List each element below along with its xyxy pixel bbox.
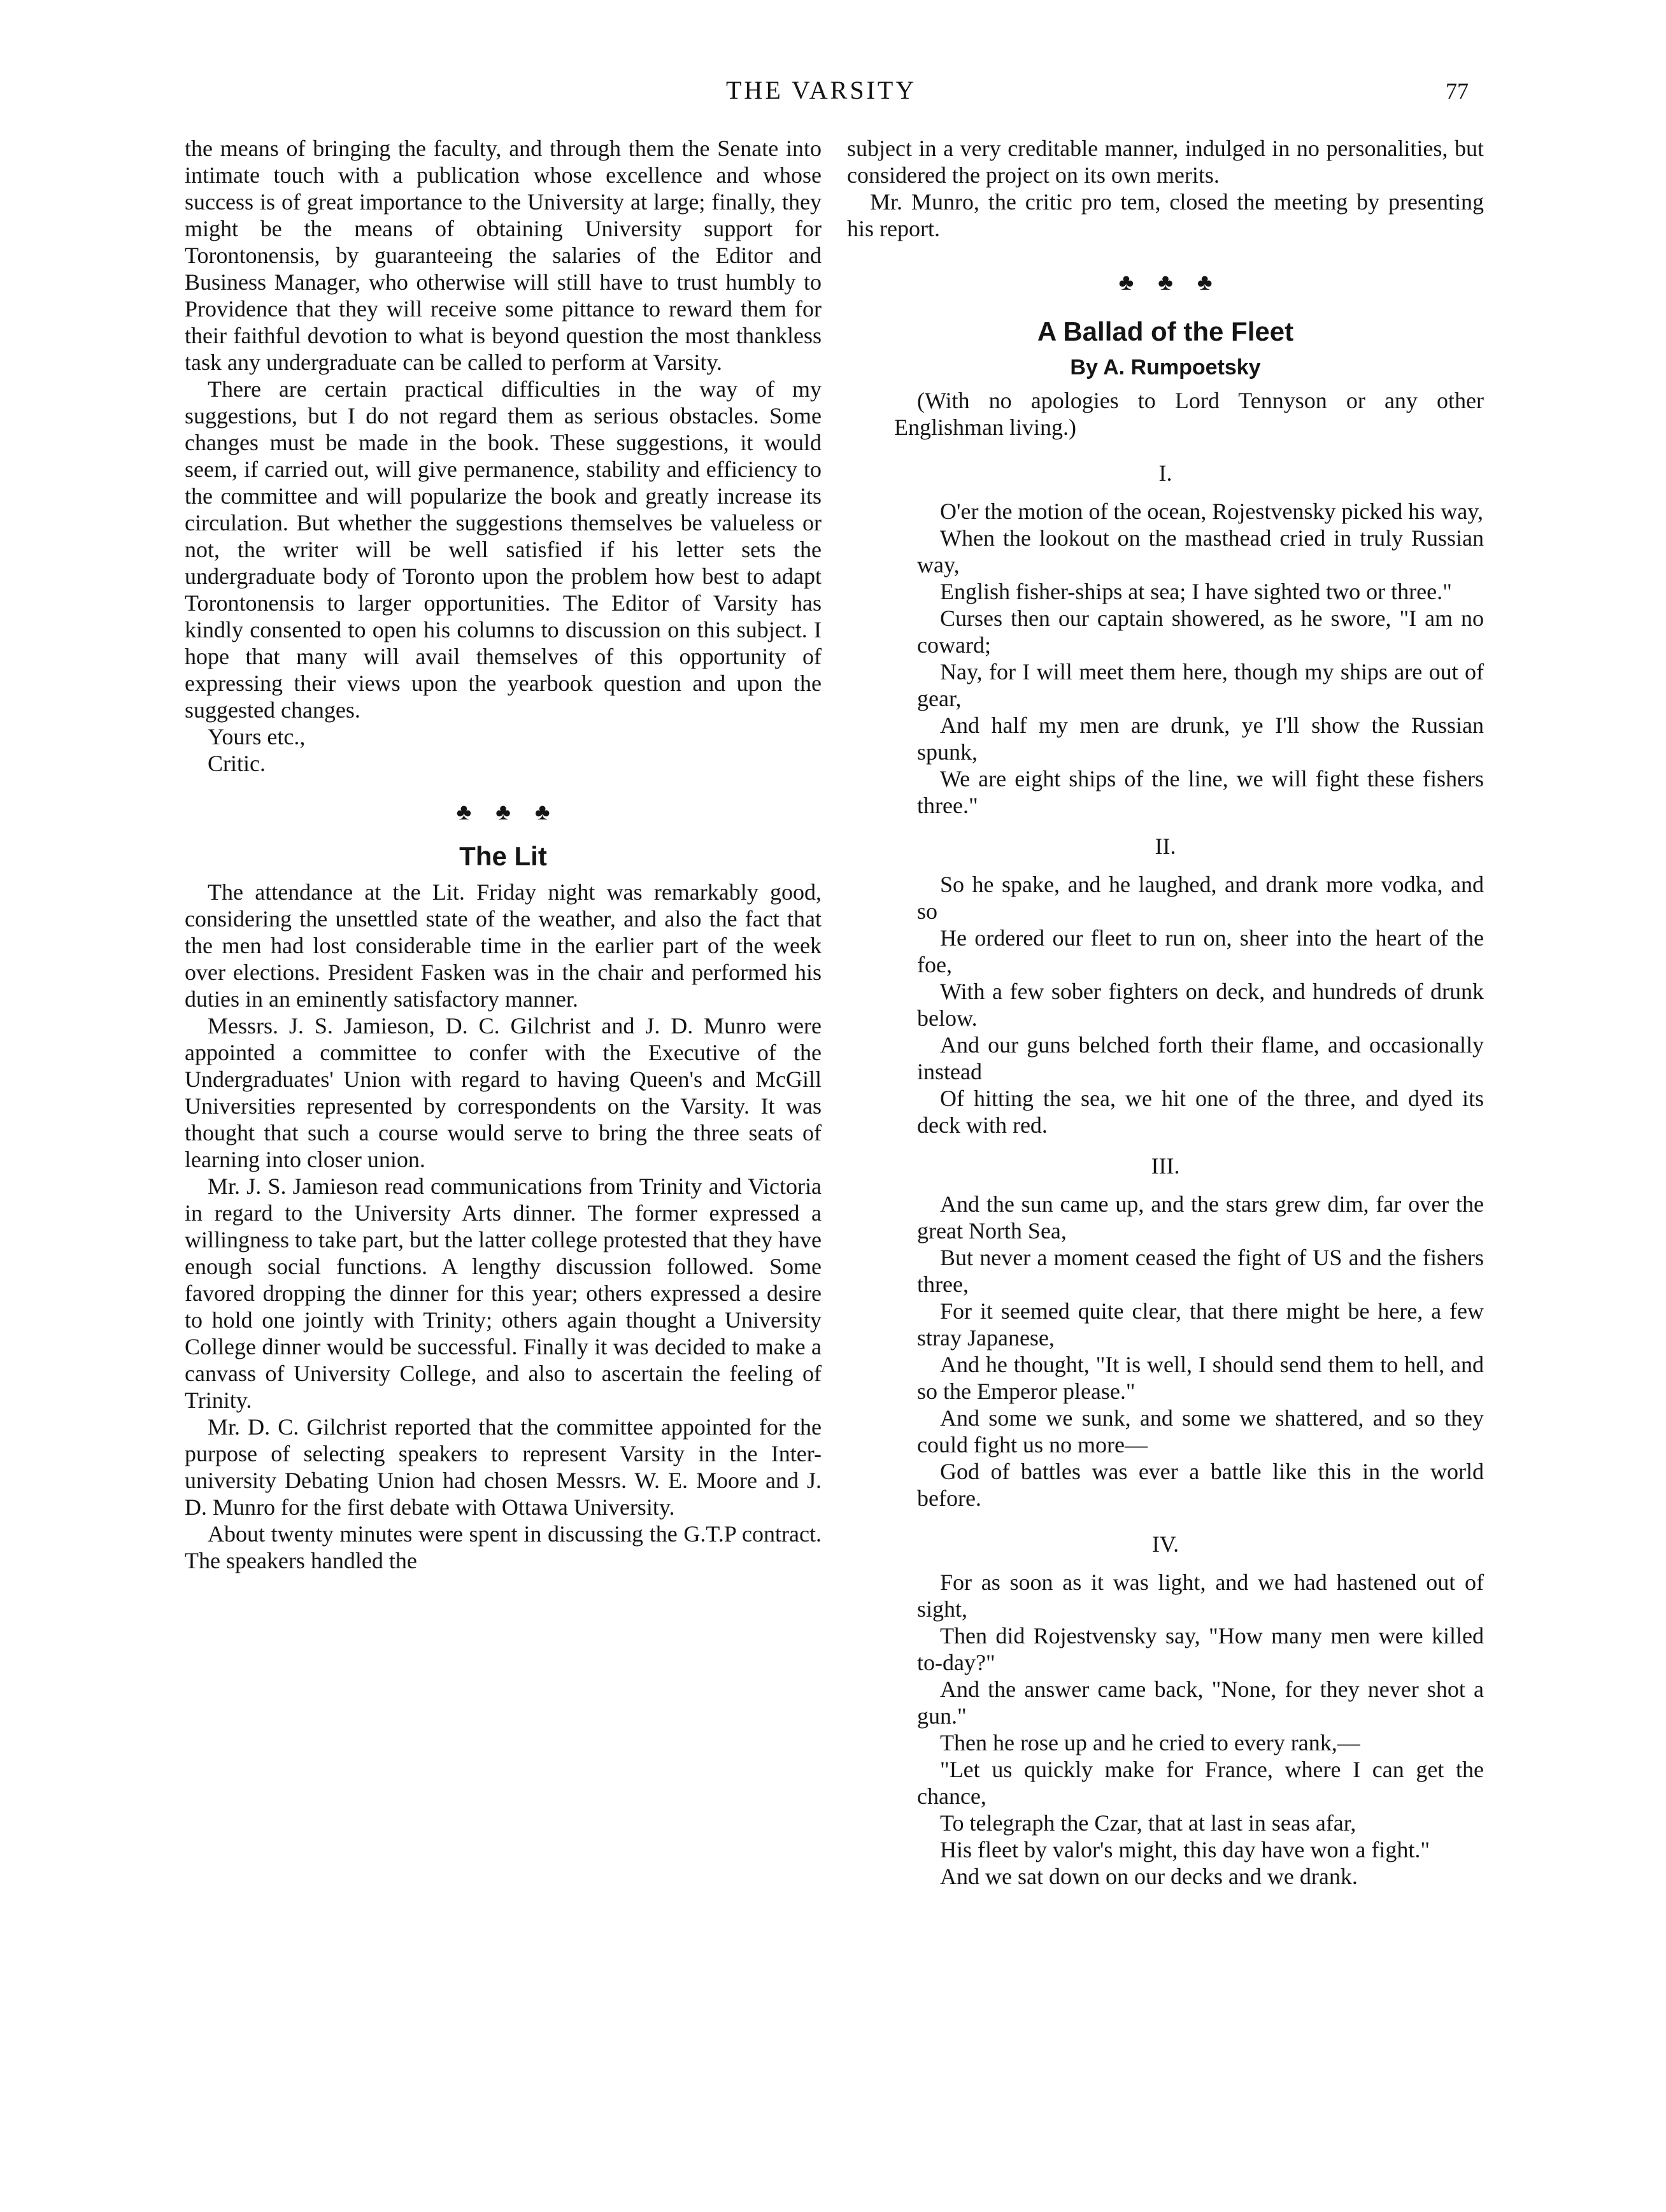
- stanza-number: IV.: [1151, 1531, 1179, 1557]
- verse-line: Nay, for I will meet them here, though my ships are out of gear,: [917, 659, 1484, 711]
- lit-paragraph: Mr. J. S. Jamieson read communications from Trinity and Victoria in regard to the University Arts dinner. The former expressed a willingness to take part, but the latter college protested that they have enough social functions. A lengthy discussion followed. Some favored dropping the dinner for this year; others expressed a desire to hold one jointly with Trinity; others again thought a University College dinner would be successful. Finally it was decided to make a canvass of University College, and also to ascertain the feeling of Trinity.: [185, 1173, 822, 1413]
- ballad-byline: By A. Rumpoetsky: [1070, 355, 1261, 379]
- verse-line: We are eight ships of the line, we will fight these fishers three.": [917, 766, 1484, 818]
- stanza: [847, 460, 1484, 819]
- verse-line: To telegraph the Czar, that at last in seas afar,: [940, 1810, 1356, 1836]
- verse-line: And he thought, "It is well, I should send them to hell, and so the Emperor please.": [917, 1352, 1484, 1404]
- verse-line: And the sun came up, and the stars grew dim, far over the great North Sea,: [917, 1191, 1484, 1244]
- stanza-number: II.: [1155, 833, 1176, 859]
- verse-line: His fleet by valor's might, this day have won a fight.": [940, 1837, 1430, 1862]
- right-column: [847, 135, 1484, 1890]
- stanza: [847, 833, 1484, 1138]
- verse-line: "Let us quickly make for France, where I can get the chance,: [917, 1757, 1484, 1809]
- sign-off: Yours etc.,: [208, 724, 306, 749]
- verse-line: Then did Rojestvensky say, "How many men were killed to-day?": [917, 1623, 1484, 1675]
- ballad-dedication: (With no apologies to Lord Tennyson or any other Englishman living.): [894, 388, 1484, 440]
- verse-line: English fisher-ships at sea; I have sighted two or three.": [940, 579, 1452, 604]
- verse-line: With a few sober fighters on deck, and hundreds of drunk below.: [917, 979, 1484, 1031]
- lit-paragraph: About twenty minutes were spent in discussing the G.T.P contract. The speakers handled the: [185, 1521, 822, 1573]
- verse-line: So he spake, and he laughed, and drank more vodka, and so: [917, 872, 1484, 924]
- verse-line: And the answer came back, "None, for they never shot a gun.": [917, 1677, 1484, 1729]
- verse-line: Then he rose up and he cried to every rank,—: [940, 1730, 1360, 1755]
- lit-continuation: subject in a very creditable manner, indulged in no personalities, but considered the project on its own merits.: [847, 136, 1484, 188]
- verse-line: But never a moment ceased the fight of US and the fishers three,: [917, 1245, 1484, 1297]
- left-column: [185, 135, 822, 1574]
- verse-line: When the lookout on the masthead cried in truly Russian way,: [917, 525, 1484, 578]
- ornament-divider: ♣♣♣: [456, 799, 574, 825]
- stanza-number: I.: [1158, 460, 1172, 486]
- stanza-number: III.: [1151, 1153, 1180, 1179]
- ornament-divider: ♣♣♣: [1118, 269, 1237, 295]
- letter-paragraph: the means of bringing the faculty, and through them the Senate into intimate touch with a publication whose excellence and whose success is of great importance to the University at large; finally, they might be the means of obtaining University support for Torontonensis, by guaranteeing the salaries of the Editor and Business Manager, who otherwise will still have to trust humbly to Providence that they will receive some pittance to reward them for their faithful devotion to what is beyond question the most thankless task any undergraduate can be called to perform at Varsity.: [185, 136, 822, 375]
- verse-line: And some we sunk, and some we shattered, and so they could fight us no more—: [917, 1405, 1484, 1457]
- verse-line: And our guns belched forth their flame, and occasionally instead: [917, 1032, 1484, 1084]
- verse-line: And we sat down on our decks and we drank.: [940, 1864, 1358, 1889]
- signature: Critic.: [208, 751, 266, 776]
- page-number: 77: [1446, 78, 1469, 104]
- section-heading-lit: The Lit: [459, 841, 547, 871]
- verse-line: For it seemed quite clear, that there might be here, a few stray Japanese,: [917, 1298, 1484, 1351]
- verse-line: God of battles was ever a battle like this in the world before.: [917, 1459, 1484, 1511]
- ballad-title: A Ballad of the Fleet: [1037, 316, 1294, 346]
- lit-paragraph: Messrs. J. S. Jamieson, D. C. Gilchrist and J. D. Munro were appointed a committee to confer with the Executive of the Undergraduates' Union with regard to having Queen's and McGill Universities represented by correspondents on the Varsity. It was thought that such a course would serve to bring the three seats of learning into closer union.: [185, 1013, 822, 1172]
- lit-paragraph: Mr. D. C. Gilchrist reported that the committee appointed for the purpose of selecting speakers to represent Varsity in the Inter-university Debating Union had chosen Messrs. W. E. Moore and J. D. Munro for the first debate with Ottawa University.: [185, 1414, 822, 1520]
- lit-paragraph: The attendance at the Lit. Friday night was remarkably good, considering the unsettled state of the weather, and also the fact that the men had lost considerable time in the earlier part of the week over elections. President Fasken was in the chair and performed his duties in an eminently satisfactory manner.: [185, 879, 822, 1012]
- stanza: [847, 1152, 1484, 1512]
- verse-line: Of hitting the sea, we hit one of the three, and dyed its deck with red.: [917, 1086, 1484, 1138]
- letter-paragraph: There are certain practical difficulties in the way of my suggestions, but I do not regard them as serious obstacles. Some changes must be made in the book. These suggestions, it would seem, if carried out, will give permanence, stability and efficiency to the committee and will popularize the book and greatly increase its circulation. But whether the suggestions themselves be valueless or not, the writer will be well satisfied if his letter sets the undergraduate body of Toronto upon the problem how best to adapt Torontonensis to larger opportunities. The Editor of Varsity has kindly consented to open his columns to discussion on this subject. I hope that many will avail themselves of this opportunity of expressing their views upon the yearbook question and upon the suggested changes.: [185, 376, 822, 723]
- verse-line: He ordered our fleet to run on, sheer into the heart of the foe,: [917, 925, 1484, 977]
- stanza: [847, 1531, 1484, 1890]
- running-title: THE VARSITY: [726, 76, 917, 104]
- verse-line: Curses then our captain showered, as he swore, "I am no coward;: [917, 606, 1484, 658]
- verse-line: For as soon as it was light, and we had hastened out of sight,: [917, 1570, 1484, 1622]
- verse-line: O'er the motion of the ocean, Rojestvensky picked his way,: [940, 499, 1483, 524]
- lit-continuation: Mr. Munro, the critic pro tem, closed the meeting by presenting his report.: [847, 189, 1484, 241]
- verse-line: And half my men are drunk, ye I'll show the Russian spunk,: [917, 713, 1484, 765]
